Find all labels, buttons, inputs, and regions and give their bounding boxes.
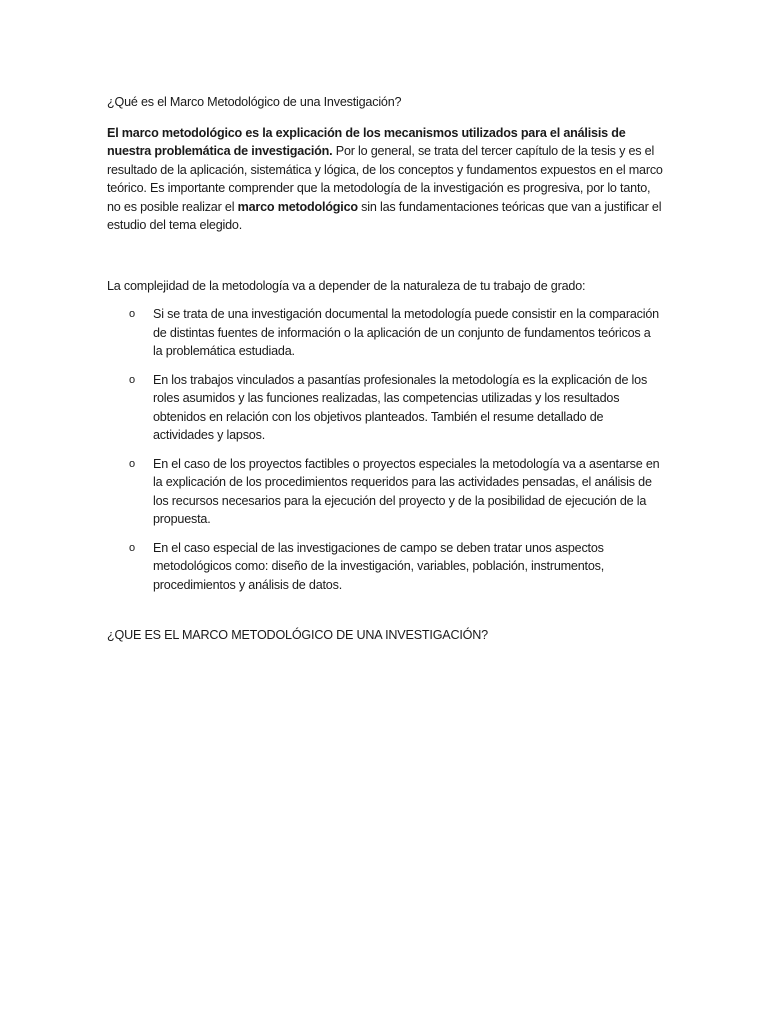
list-item-text: En los trabajos vinculados a pasantías profesionales la metodología es la explicación de los roles asumidos y las funciones realizadas, las competencias utilizadas y los resultados obtenidos en relación con los objetivos planteados. También el resume detallado de actividades y lapsos. [153,372,648,442]
bullet-marker-icon: o [129,373,135,386]
bullet-marker-icon: o [129,541,135,554]
bullet-marker-icon: o [129,308,135,320]
list-item-text: Si se trata de una investigación documental la metodología puede consistir en la comparación de distintas fuentes de información o la aplicación de un conjunto de fundamentos teóricos a la problemática estudiada. [153,307,659,358]
intro-bold-term: marco metodológico [237,199,358,214]
bullet-list [107,305,663,594]
lead-paragraph: La complejidad de la metodología va a depender de la naturaleza de tu trabajo de grado: [107,278,586,293]
list-item-text: En el caso especial de las investigaciones de campo se deben tratar unos aspectos metodológicos como: diseño de la investigación, variables, población, instrumentos, procedimientos y análisis de datos. [153,540,605,592]
list-item [107,371,663,445]
intro-paragraph [107,124,663,235]
closing-heading: ¿QUE ES EL MARCO METODOLÓGICO DE UNA INVESTIGACIÓN? [107,628,488,642]
list-item [107,539,663,595]
list-item-text: En el caso de los proyectos factibles o proyectos especiales la metodología va a asentarse en la explicación de los procedimientos requeridos para las actividades pensadas, el análisis de los recursos necesarios para la ejecución del proyecto y de la posibilidad de ejecución de la propuesta. [153,456,660,526]
document-heading: ¿Qué es el Marco Metodológico de una Investigación? [107,95,402,109]
bullet-marker-icon: o [129,457,135,470]
list-item [107,305,663,361]
document-body [107,93,663,645]
intro-text: Por lo general, se trata del tercer capítulo de la tesis y es el resultado de la aplicación, sistemática y lógica, de los conceptos y fundamentos expuestos en el marco teórico. Es importante comprender que la metodología de la investigación es progresiva, por lo tanto, no es posible realizar el [107,144,663,214]
list-item [107,455,663,529]
intro-bold-definition: El marco metodológico es la explicación de los mecanismos utilizados para el análisis de nuestra problemática de investigación. [107,125,626,158]
intro-text-end: sin las fundamentaciones teóricas que van a justificar el estudio del tema elegido. [107,199,662,232]
